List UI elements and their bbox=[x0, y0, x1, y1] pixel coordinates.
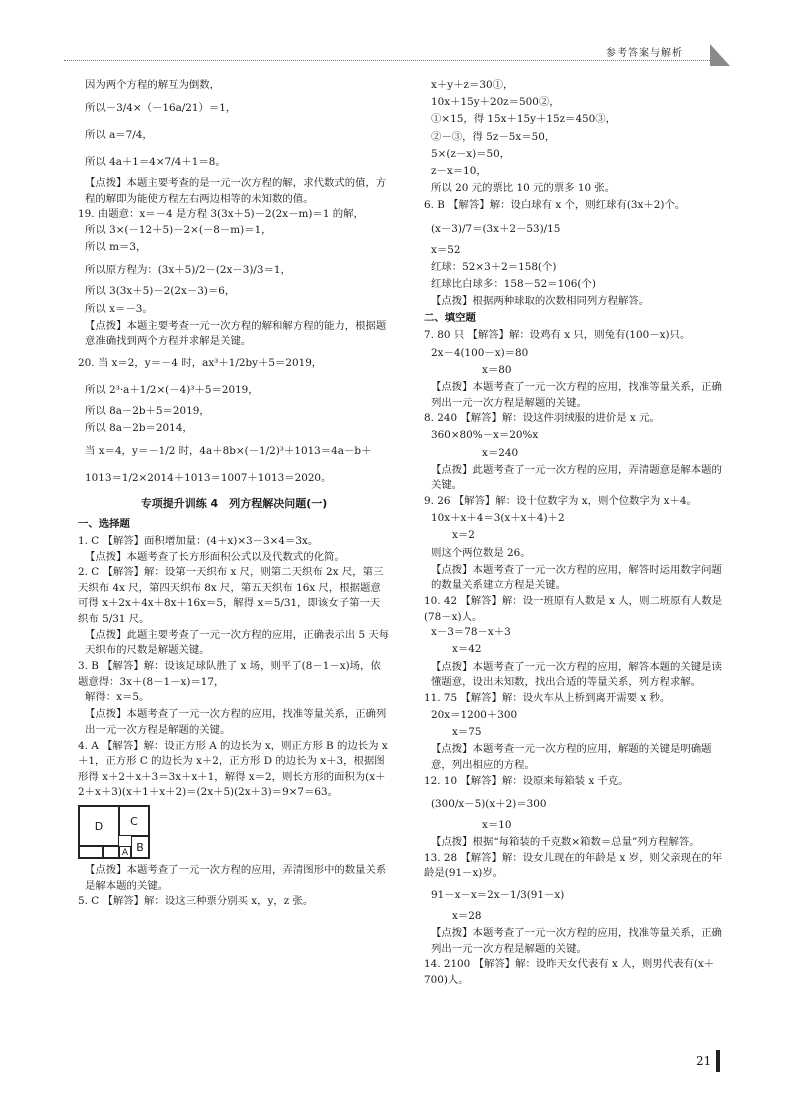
problem-14: 14. 2100 【解答】解：设昨天女代表有 x 人，则男代表有(x＋700)人。 bbox=[424, 958, 715, 986]
problem-10: 10. 42 【解答】解：设一班原有人数是 x 人，则二班原有人数是(78－x)人。 bbox=[424, 594, 723, 623]
square-c-label: C bbox=[119, 806, 149, 836]
tip-paragraph: 【点拨】本题考查了一元一次方程的应用，解答时运用数字问题的数量关系建立方程是关键。 bbox=[431, 563, 722, 592]
problem-11: 11. 75 【解答】解：设火车从上桥到离开需要 x 秒。 bbox=[424, 691, 671, 704]
tip-paragraph: 【点拨】本题考查一元一次方程的应用，解题的关键是明确题意，列出相应的方程。 bbox=[431, 743, 712, 771]
page-number-bar bbox=[716, 1050, 720, 1072]
problem-13: 13. 28 【解答】解：设女儿现在的年龄是 x 岁，则父亲现在的年龄是(91－x)岁。 bbox=[424, 851, 723, 880]
text-line: 所以 20 元的票比 10 元的票多 10 张。 bbox=[431, 182, 616, 195]
equation-line: ①×15，得 15x＋15y＋15z＝450③， bbox=[431, 113, 617, 126]
tip-paragraph: 【点拨】本题考查了一元一次方程的应用，找准等量关系，正确列出一元一次方程是解题的关键。 bbox=[431, 926, 722, 955]
equation-line: 5×(z－x)＝50， bbox=[431, 147, 511, 160]
equation-line: 解得：x＝5。 bbox=[85, 691, 150, 704]
problem-7: 7. 80 只 【解答】解：设鸡有 x 只，则兔有(100－x)只。 bbox=[424, 329, 691, 342]
equation-line: 所以 3(3x＋5)－2(2x－3)＝6， bbox=[85, 285, 236, 298]
equation-line: 360×80%－x＝20%x bbox=[431, 429, 539, 442]
section-subtitle: 专项提升训练 4 列方程解决问题(一) bbox=[140, 497, 328, 511]
text-line: 因为两个方程的解互为倒数， bbox=[85, 79, 221, 91]
equation-line: 所以 4a＋1＝4×7/4＋1＝8。 bbox=[85, 156, 226, 169]
square-b-label: B bbox=[131, 836, 149, 858]
equation-line: 所以 x＝－3。 bbox=[85, 302, 153, 315]
tip-paragraph: 【点拨】本题主要考查一元一次方程的解和解方程的能力，根据题意准确找到两个方程并求解是关键。 bbox=[85, 319, 387, 348]
page-number: 21 bbox=[696, 1054, 712, 1068]
tip-paragraph: 【点拨】本题考查了一元一次方程的应用，找准等量关系，正确列出一元一次方程是解题的关键。 bbox=[85, 708, 387, 736]
tip-paragraph: 【点拨】本题考查了长方形面积公式以及代数式的化简。 bbox=[85, 550, 345, 563]
problem-12: 12. 10 【解答】解：设原来每箱装 x 千克。 bbox=[424, 774, 629, 787]
equation-line: 10x＋x＋4＝3(x＋x＋4)＋2 bbox=[431, 512, 565, 525]
equation-line: (x－3)/7＝(3x＋2－53)/15 bbox=[431, 222, 561, 235]
equation-line: x＝75 bbox=[452, 726, 482, 739]
text-line: 红球比白球多：158－52＝106(个) bbox=[431, 277, 596, 290]
problem-6: 6. B 【解答】解：设白球有 x 个，则红球有(3x＋2)个。 bbox=[424, 199, 686, 212]
equation-line: z－x＝10， bbox=[431, 164, 487, 177]
problem-20: 20. 当 x＝2，y＝－4 时，ax³＋1/2by＋5＝2019， bbox=[78, 356, 323, 369]
equation-line: 91－x－x＝2x－1/3(91－x) bbox=[431, 888, 565, 901]
tip-paragraph: 【点拨】此题考查了一元一次方程的应用，弄清题意是解本题的关键。 bbox=[431, 463, 722, 492]
section-heading: 二、填空题 bbox=[424, 312, 476, 325]
tip-paragraph: 【点拨】本题考查了一元一次方程的应用，解答本题的关键是读懂题意，设出未知数，找出合适的等量关系，列方程求解。 bbox=[431, 660, 722, 689]
tip-paragraph: 【点拨】此题主要考查了一元一次方程的应用，正确表示出 5 天每天织布的尺数是解题关键。 bbox=[85, 628, 390, 657]
equation-line: 2x－4(100－x)＝80 bbox=[431, 346, 529, 359]
tip-paragraph: 【点拨】本题主要考查的是一元一次方程的解，求代数式的值，方程的解即为能使方程左右两边相等的未知数的值。 bbox=[85, 177, 387, 205]
equation-line: x－3＝78－x＋3 bbox=[431, 626, 511, 639]
problem-2: 2. C 【解答】解：设第一天织布 x 尺，则第二天织布 2x 尺，第三天织布 4x 尺，第四天织布 8x 尺，第五天织布 16x 尺，根据题意可得 x＋2x＋4x＋8x＋16x＝5，解得 x＝5/31，即该女子第一天织布 5/31 尺。 bbox=[78, 566, 384, 626]
tip-paragraph: 【点拨】本题考查了一元一次方程的应用，找准等量关系，正确列出一元一次方程是解题的关键。 bbox=[431, 381, 722, 409]
problem-19: 19. 由题意：x＝－4 是方程 3(3x＋5)－2(2x－m)＝1 的解， bbox=[78, 208, 364, 221]
square-d-label: D bbox=[79, 806, 119, 846]
equation-line: x＝10 bbox=[482, 818, 512, 831]
tip-paragraph: 【点拨】本题考查了一元一次方程的应用，弄清图形中的数量关系是解本题的关键。 bbox=[85, 863, 387, 892]
left-column bbox=[78, 78, 390, 911]
equation-line: 所以原方程为：(3x＋5)/2－(2x－3)/3＝1， bbox=[85, 264, 291, 277]
equation-line: x＝28 bbox=[452, 909, 482, 922]
system-equation-2: 10x＋15y＋20z＝500②， bbox=[431, 96, 560, 109]
equation-line: 所以 2³·a＋1/2×(－4)³＋5＝2019， bbox=[85, 383, 259, 396]
system-equation-1: x＋y＋z＝30①， bbox=[431, 79, 514, 91]
right-column bbox=[424, 78, 726, 988]
problem-3: 3. B 【解答】解：设该足球队胜了 x 场，则平了(8－1－x)场，依题意得：3x＋(8－1－x)＝17， bbox=[78, 659, 381, 688]
text-line: 红球：52×3＋2＝158(个) bbox=[431, 260, 557, 273]
problem-8: 8. 240 【解答】解：设这件羽绒服的进价是 x 元。 bbox=[424, 412, 660, 425]
equation-line: x＝42 bbox=[452, 643, 482, 656]
equation-line: 当 x＝4，y＝－1/2 时，4a＋8b×(－1/2)³＋1013＝4a－b＋ bbox=[85, 445, 372, 458]
equation-line: x＝52 bbox=[431, 243, 461, 256]
equation-line: x＝2 bbox=[452, 529, 475, 542]
equation-line: 1013＝1/2×2014＋1013＝1007＋1013＝2020。 bbox=[85, 472, 332, 485]
equation-line: 所以 a＝7/4， bbox=[85, 129, 153, 142]
problem-1: 1. C 【解答】面积增加量：(4＋x)×3－3×4＝3x。 bbox=[78, 535, 319, 548]
equation-line: x＝240 bbox=[482, 446, 519, 459]
section-heading: 一、选择题 bbox=[78, 517, 130, 530]
equation-line: x＝80 bbox=[482, 363, 512, 376]
equation-line: 所以 3×(－12＋5)－2×(－8－m)＝1， bbox=[85, 224, 272, 237]
header-title: 参考答案与解析 bbox=[606, 48, 683, 59]
equation-line: (300/x－5)(x＋2)＝300 bbox=[431, 797, 547, 810]
squares-figure bbox=[78, 805, 150, 859]
problem-9: 9. 26 【解答】解：设十位数字为 x，则个位数字为 x＋4。 bbox=[424, 495, 697, 507]
small-rectangle bbox=[103, 846, 119, 858]
text-line: 则这个两位数是 26。 bbox=[431, 546, 531, 559]
problem-4: 4. A 【解答】解：设正方形 A 的边长为 x，则正方形 B 的边长为 x＋1，正方形 C 的边长为 x＋2，正方形 D 的边长为 x＋3，根据图形得 x＋2＋x＋3＝3x＋x＋1，解得 x＝2，则长方形的面积为(x＋2＋x＋3)(x＋1＋x＋2)＝(2x＋5)(2x＋3)＝9×7＝63。 bbox=[78, 739, 388, 799]
equation-line: 所以 8a－2b＝2014， bbox=[85, 422, 193, 435]
tip-paragraph: 【点拨】根据两种球取的次数相同列方程解答。 bbox=[431, 295, 650, 308]
equation-line: 所以－3/4×（－16a/21）＝1， bbox=[85, 102, 237, 115]
problem-5: 5. C 【解答】解：设这三种票分别买 x，y，z 张。 bbox=[78, 895, 314, 908]
equation-line: 所以 8a－2b＋5＝2019， bbox=[85, 404, 210, 417]
header-corner-triangle bbox=[710, 44, 730, 66]
equation-line: 所以 m＝3， bbox=[85, 241, 147, 254]
equation-line: 20x＝1200＋300 bbox=[431, 708, 518, 721]
square-a-label: A bbox=[119, 846, 131, 858]
tip-paragraph: 【点拨】根据“每箱装的千克数×箱数＝总量”列方程解答。 bbox=[431, 835, 700, 848]
equation-line: ②－③，得 5z－5x＝50， bbox=[431, 130, 556, 143]
small-rectangle bbox=[79, 846, 103, 858]
